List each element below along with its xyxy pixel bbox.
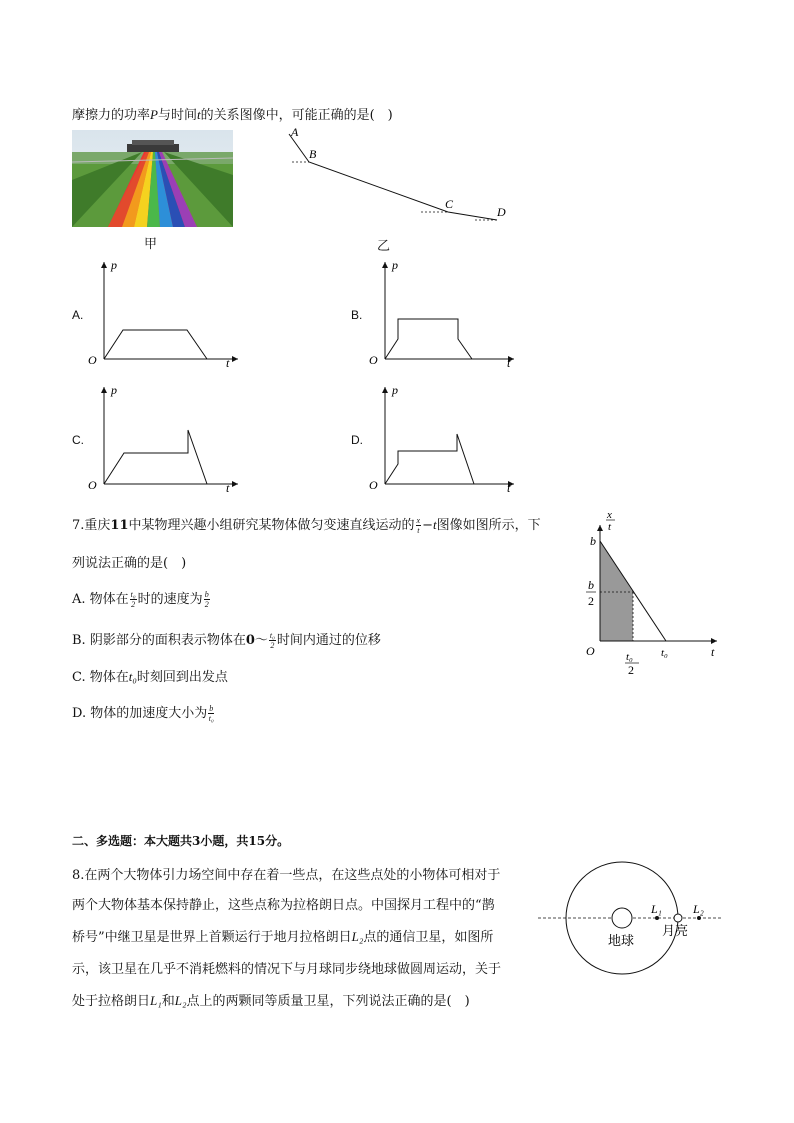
section-count: 3 — [192, 834, 201, 848]
var-t: t — [196, 107, 201, 122]
section-heading — [72, 832, 289, 849]
option-A-graph[interactable] — [86, 256, 246, 371]
fig-jia-caption: 甲 — [144, 237, 158, 252]
L1-point — [655, 916, 659, 920]
section-text: 小题，共 — [200, 834, 249, 848]
x-axis-label: t — [507, 356, 511, 370]
option-text: A. 物体在 — [72, 592, 129, 607]
section-points: 15 — [248, 834, 266, 848]
origin-label: O — [369, 353, 378, 367]
option-D-graph[interactable] — [367, 381, 527, 496]
option-B-graph[interactable] — [367, 256, 527, 371]
option-text: 时的速度为 — [137, 592, 203, 607]
b-label: b — [590, 534, 596, 548]
origin-label: O — [586, 644, 595, 658]
dash: − — [422, 518, 433, 533]
b-over-t0: $\frac{b}{\text{t₀}}$ — [208, 704, 214, 723]
t0-half-den: 2 — [628, 663, 634, 677]
var-L2: L₂ — [174, 993, 187, 1008]
q7-stem-line2: 列说法正确的是( ) — [72, 556, 187, 571]
point-A: A — [291, 125, 299, 139]
x-over-t-graph — [583, 508, 723, 678]
stem-text: 桥号”中继卫星是世界上首颗运行于地月拉格朗日 — [72, 930, 352, 945]
origin-label: O — [88, 478, 97, 492]
question-number: 8. — [72, 868, 85, 883]
earth-label: 地球 — [608, 933, 635, 948]
moon-circle — [674, 914, 682, 922]
t0-half-num: t₀ — [626, 651, 633, 663]
slope-diagram — [283, 124, 513, 229]
stem-text: 在两个大物体引力场空间中存在着一些点，在这些点处的小物体可相对于 — [84, 868, 501, 883]
q8-line5 — [72, 990, 470, 1009]
stem-text: 点的通信卫星，如图所 — [363, 930, 494, 945]
stem-text: 图像如图所示，下 — [436, 518, 541, 533]
y-axis-label: p — [111, 383, 117, 397]
q7-stem-line1 — [72, 514, 541, 535]
option-D-label[interactable]: D. — [351, 433, 363, 447]
section-text: 分。 — [265, 834, 290, 848]
var-t0: t₀ — [128, 669, 137, 684]
y-axis-label: p — [392, 383, 398, 397]
y-axis-label: p — [392, 258, 398, 272]
option-text: 时间内通过的位移 — [276, 633, 381, 648]
tilde: ～ — [254, 633, 268, 648]
stem-text: 点上的两颗同等质量卫星，下列说法正确的是( ) — [186, 994, 470, 1009]
option-C-label[interactable]: C. — [72, 433, 84, 447]
fig-yi-caption: 乙 — [377, 239, 391, 254]
option-text: B. 阴影部分的面积表示物体在 — [72, 633, 246, 648]
stem-text: 的关系图像中，可能正确的是( ) — [200, 108, 393, 123]
b-half-num: b — [588, 578, 594, 592]
zero: 0 — [245, 633, 255, 648]
rainbow-slide-photo — [72, 130, 233, 227]
q7-option-A[interactable] — [72, 588, 211, 609]
q8-line3 — [72, 926, 493, 945]
earth-circle — [612, 908, 632, 928]
stem-text: 处于拉格朗日 — [72, 994, 151, 1009]
option-text: D. 物体的加速度大小为 — [72, 706, 208, 721]
var-L2: L₂ — [351, 929, 364, 944]
y-axis-num: x — [607, 509, 612, 521]
stem-text: 与时间 — [157, 108, 197, 123]
question-number: 7. — [72, 518, 85, 533]
t0-label: t₀ — [661, 647, 668, 659]
point-D: D — [497, 205, 506, 219]
q8-line1 — [72, 864, 500, 883]
stem-text: 重庆 — [84, 518, 111, 533]
point-C: C — [445, 197, 454, 211]
origin-label: O — [88, 353, 97, 367]
var-L1: L₁ — [150, 993, 162, 1008]
var-t: t — [433, 517, 437, 532]
x-axis-label: t — [226, 356, 230, 370]
t0-over-2: $\frac{\text{t₀}}{2}$ — [130, 590, 136, 609]
y-axis-den: t — [608, 521, 612, 533]
option-B-label[interactable]: B. — [351, 308, 363, 322]
y-axis-label: p — [111, 258, 117, 272]
stem-text: 中某物理兴趣小组研究某物体做匀变速直线运动的 — [128, 518, 415, 533]
q6-stem — [72, 104, 393, 123]
x-axis-label: t — [711, 645, 715, 659]
point-B: B — [309, 147, 317, 161]
x-axis-label: t — [226, 481, 230, 495]
L1-label: L₁ — [651, 902, 662, 916]
x-over-t-fraction: $\frac{x}{t}$ — [416, 516, 421, 535]
stem-number: 11 — [110, 518, 129, 533]
option-text: 时刻回到出发点 — [136, 670, 228, 685]
L2-label: L₂ — [693, 902, 704, 916]
q7-option-B[interactable] — [72, 629, 381, 650]
stem-text: 摩擦力的功率 — [72, 108, 151, 123]
q8-line4: 示，该卫星在几乎不消耗燃料的情况下与月球同步绕地球做圆周运动，关于 — [72, 962, 502, 977]
q7-option-C[interactable] — [72, 666, 228, 685]
earth-moon-diagram — [535, 858, 725, 978]
t0-over-2: $\frac{\text{t₀}}{2}$ — [269, 631, 275, 650]
moon-label: 月亮 — [662, 923, 689, 938]
L2-point — [697, 916, 701, 920]
var-P: P — [150, 107, 158, 122]
b-over-2: $\frac{b}{2}$ — [204, 590, 209, 609]
x-axis-label: t — [507, 481, 511, 495]
b-half-den: 2 — [588, 594, 594, 608]
q7-option-D[interactable] — [72, 702, 215, 723]
option-C-graph[interactable] — [86, 381, 246, 496]
option-text: C. 物体在 — [72, 670, 129, 685]
q8-line2: 两个大物体基本保持静止，这些点称为拉格朗日点。中国探月工程中的“鹊 — [72, 898, 495, 913]
option-A-label[interactable]: A. — [72, 308, 84, 322]
section-text: 二、多选题：本大题共 — [72, 834, 193, 848]
origin-label: O — [369, 478, 378, 492]
stem-text: 和 — [161, 994, 175, 1009]
